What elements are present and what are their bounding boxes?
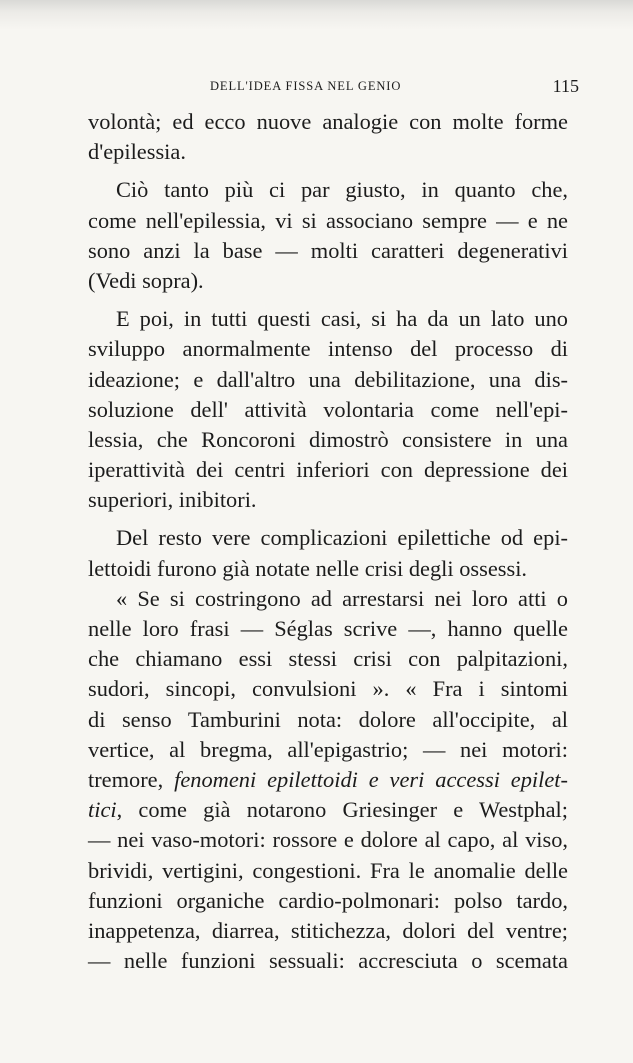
text-fragment: , come già notarono Griesinger e Westphal; [116,797,568,823]
text-line: nelle loro frasi — Séglas scrive —, hanno quelle [88,616,568,641]
italic-fragment: tici [88,797,117,823]
text-line: inappetenza, diarrea, stitichezza, dolori del ventre; [88,917,568,943]
text-line: E poi, in tutti questi casi, si ha da un lato uno [116,306,568,332]
text-line: di senso Tamburini nota: dolore all'occipite, al [88,706,568,732]
text-line: soluzione dell' attività volontaria come nell'epi- [88,396,568,422]
text-line: volontà; ed ecco nuove analogie con molte forme [88,109,568,134]
text-line: d'epilessia. [88,139,186,165]
text-line: sudori, sincopi, convulsioni ». « Fra i sintomi [88,676,568,702]
body-text [88,107,568,976]
text-fragment: tremore, [88,766,175,792]
text-line: lettoidi furono già notate nelle crisi degli ossessi. [88,555,528,581]
page-header [210,76,579,100]
italic-fragment: fenomeni epilettoidi e veri accessi epilet- [174,766,568,792]
running-title: DELL'IDEA FISSA NEL GENIO [210,79,402,93]
text-line: vertice, al bregma, all'epigastrio; — nei motori: [88,736,568,762]
text-line: brividi, vertigini, congestioni. Fra le anomalie delle [88,857,568,883]
text-line: (Vedi sopra). [88,267,204,293]
text-line: superiori, inibitori. [88,487,257,513]
text-line: iperattività dei centri inferiori con depressione dei [88,457,568,483]
text-line: lessia, che Roncoroni dimostrò consistere in una [88,426,568,452]
text-line: — nei vaso-motori: rossore e dolore al capo, al viso, [88,827,568,853]
text-line: funzioni organiche cardio-polmonari: polso tardo, [88,887,568,913]
text-line: Ciò tanto più ci par giusto, in quanto che, [116,177,568,203]
page-number: 115 [552,76,579,96]
text-line: sono anzi la base — molti caratteri degenerativi [88,237,568,263]
text-line: — nelle funzioni sessuali: accresciuta o scemata [88,948,568,974]
text-line-mixed [88,795,568,825]
text-line-mixed [88,765,568,795]
text-line: che chiamano essi stessi crisi con palpitazioni, [88,646,568,672]
text-line: sviluppo anormalmente intenso del processo di [88,336,568,362]
text-line: come nell'epilessia, vi si associano sempre — e ne [88,207,568,233]
text-line: ideazione; e dall'altro una debilitazione, una dis- [88,366,568,392]
text-line: Del resto vere complicazioni epilettiche od epi- [116,525,568,551]
text-line: « Se si costringono ad arrestarsi nei loro atti o [116,585,568,611]
